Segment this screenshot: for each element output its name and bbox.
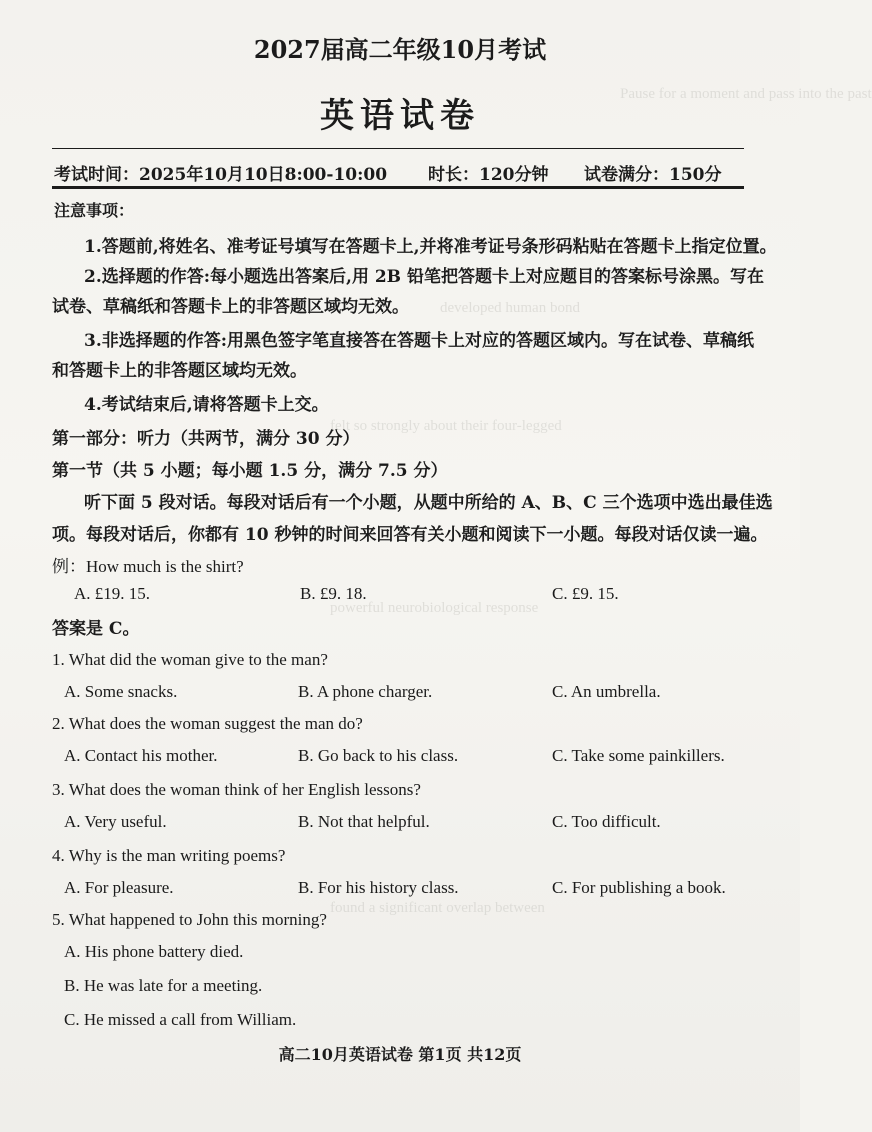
exam-full-score: 试卷满分：150分	[584, 165, 722, 185]
q4-option-c: C. For publishing a book.	[552, 878, 726, 897]
page-footer: 高二10月英语试卷 第1页 共12页	[278, 1045, 522, 1064]
exam-title: 2027届高二年级10月考试	[253, 35, 547, 64]
question-2: 2. What does the woman suggest the man do?	[52, 714, 363, 733]
example-answer: 答案是 C。	[52, 619, 140, 639]
notice-heading: 注意事项：	[54, 201, 135, 220]
q2-option-a: A. Contact his mother.	[64, 746, 218, 765]
show-through-text: developed human bond	[440, 300, 580, 316]
notice-item-1: 1.答题前,将姓名、准考证号填写在答题卡上,并将准考证号条形码粘贴在答题卡上指定位置。	[84, 237, 777, 257]
q1-option-c: C. An umbrella.	[552, 682, 661, 701]
notice-item-3-cont: 和答题卡上的非答题区域均无效。	[52, 361, 307, 381]
question-1: 1. What did the woman give to the man?	[52, 650, 328, 669]
exam-duration: 时长：120分钟	[428, 165, 549, 185]
q3-option-b: B. Not that helpful.	[298, 812, 430, 831]
part1-title: 第一部分：听力（共两节，满分 30 分）	[52, 429, 360, 449]
question-3: 3. What does the woman think of her English lessons?	[52, 780, 421, 799]
question-4: 4. Why is the man writing poems?	[52, 846, 286, 865]
notice-item-4: 4.考试结束后,请将答题卡上交。	[84, 395, 329, 415]
notice-item-2-cont: 试卷、草稿纸和答题卡上的非答题区域均无效。	[52, 297, 409, 317]
notice-item-2: 2.选择题的作答:每小题选出答案后,用 2B 铅笔把答题卡上对应题目的答案标号涂黑。写在	[84, 267, 764, 287]
q4-option-b: B. For his history class.	[298, 878, 459, 897]
section1-title: 第一节（共 5 小题；每小题 1.5 分，满分 7.5 分）	[52, 461, 448, 481]
q2-option-c: C. Take some painkillers.	[552, 746, 725, 765]
q2-option-b: B. Go back to his class.	[298, 746, 459, 765]
q1-option-a: A. Some snacks.	[64, 682, 178, 701]
instructions-line-1: 听下面 5 段对话。每段对话后有一个小题，从题中所给的 A、B、C 三个选项中选出最佳选	[84, 493, 773, 513]
q3-option-c: C. Too difficult.	[552, 812, 661, 831]
top-rule-thin	[52, 148, 744, 149]
q5-option-b: B. He was late for a meeting.	[64, 976, 263, 995]
instructions-line-2: 项。每段对话后，你都有 10 秒钟的时间来回答有关小题和阅读下一小题。每段对话仅读一遍。	[52, 525, 768, 545]
q1-option-b: B. A phone charger.	[298, 682, 433, 701]
show-through-text: found a significant overlap between	[330, 900, 545, 916]
question-5: 5. What happened to John this morning?	[52, 910, 327, 929]
q5-option-c: C. He missed a call from William.	[64, 1010, 297, 1029]
example-option-b: B. £9. 18.	[300, 584, 367, 603]
show-through-text: Pause for a moment and pass into the past	[620, 86, 872, 102]
exam-time: 考试时间：2025年10月10日8:00-10:00	[54, 165, 388, 185]
subject-title: 英语试卷	[320, 96, 480, 136]
q4-option-a: A. For pleasure.	[64, 878, 174, 897]
example-option-c: C. £9. 15.	[552, 584, 619, 603]
show-through-text: felt so strongly about their four-legged	[330, 418, 562, 434]
q5-option-a: A. His phone battery died.	[64, 942, 244, 961]
show-through-text: powerful neurobiological response	[330, 600, 539, 616]
q3-option-a: A. Very useful.	[64, 812, 167, 831]
header-rule-thick	[52, 186, 744, 189]
example-option-a: A. £19. 15.	[74, 584, 151, 603]
example-question: 例：How much is the shirt?	[52, 557, 244, 576]
notice-item-3: 3.非选择题的作答:用黑色签字笔直接答在答题卡上对应的答题区域内。写在试卷、草稿纸	[84, 331, 755, 351]
